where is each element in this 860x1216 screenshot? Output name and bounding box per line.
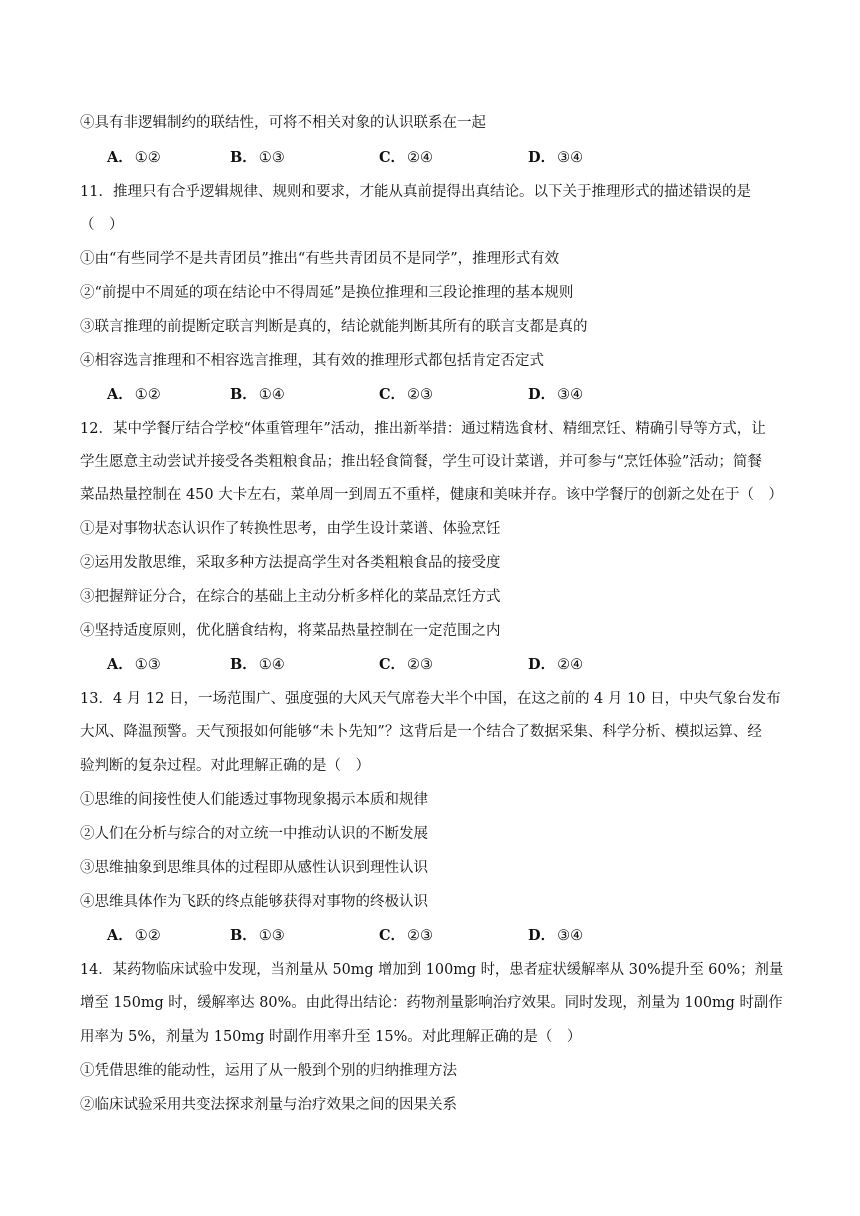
q13-options-row — [107, 924, 667, 946]
q14-statement-1: ①凭借思维的能动性，运用了从一般到个别的归纳推理方法 — [80, 1063, 457, 1079]
q11-stem-line-1: 11．推理只有合乎逻辑规律、规则和要求，才能从真前提得出真结论。以下关于推理形式的描述错误的是 — [80, 184, 751, 200]
option-c[interactable]: C． ②③ — [379, 386, 434, 403]
q13-statement-4: ④思维具体作为飞跃的终点能够获得对事物的终极认识 — [80, 894, 428, 910]
option-d[interactable]: D． ②④ — [528, 656, 584, 673]
q13-statement-1: ①思维的间接性使人们能透过事物现象揭示本质和规律 — [80, 792, 428, 808]
option-b[interactable]: B． ①③ — [230, 149, 285, 166]
q12-statement-1: ①是对事物状态认识作了转换性思考，由学生设计菜谱、体验烹饪 — [80, 521, 501, 537]
prev-statement-4: ④具有非逻辑制约的联结性，可将不相关对象的认识联系在一起 — [80, 115, 486, 131]
option-c[interactable]: C． ②③ — [379, 927, 434, 944]
option-a[interactable]: A． ①② — [107, 386, 161, 403]
q14-stem-line-1: 14．某药物临床试验中发现，当剂量从 50mg 增加到 100mg 时，患者症状缓解率从 30%提升至 60%；剂量 — [80, 962, 784, 978]
option-a[interactable]: A． ①② — [107, 149, 161, 166]
q14-statement-2: ②临床试验采用共变法探求剂量与治疗效果之间的因果关系 — [80, 1097, 457, 1113]
option-b[interactable]: B． ①③ — [230, 927, 285, 944]
q11-stem-line-2: （ ） — [80, 217, 124, 233]
q11-statement-3: ③联言推理的前提断定联言判断是真的，结论就能判断其所有的联言支都是真的 — [80, 319, 588, 335]
q13-statement-2: ②人们在分析与综合的对立统一中推动认识的不断发展 — [80, 826, 428, 842]
q11-statement-1: ①由“有些同学不是共青团员”推出“有些共青团员不是同学”，推理形式有效 — [80, 251, 560, 267]
option-b[interactable]: B． ①④ — [230, 386, 285, 403]
option-a[interactable]: A． ①② — [107, 927, 161, 944]
q12-statement-2: ②运用发散思维，采取多种方法提高学生对各类粗粮食品的接受度 — [80, 555, 501, 571]
q11-options-row — [107, 383, 667, 405]
q11-statement-4: ④相容选言推理和不相容选言推理，其有效的推理形式都包括肯定否定式 — [80, 353, 544, 369]
q13-stem-line-1: 13．4 月 12 日，一场范围广、强度强的大风天气席卷大半个中国，在这之前的 4 月 10 日，中央气象台发布 — [80, 691, 781, 707]
q12-options-row — [107, 653, 667, 675]
q11-statement-2: ②“前提中不周延的项在结论中不得周延”是换位推理和三段论推理的基本规则 — [80, 285, 574, 301]
q14-stem-line-2: 增至 150mg 时，缓解率达 80%。由此得出结论：药物剂量影响治疗效果。同时发现，剂量为 100mg 时副作 — [80, 995, 783, 1011]
option-c[interactable]: C． ②④ — [379, 149, 434, 166]
option-b[interactable]: B． ①④ — [230, 656, 285, 673]
option-d[interactable]: D． ③④ — [528, 386, 584, 403]
q12-stem-line-1: 12．某中学餐厅结合学校“体重管理年”活动，推出新举措：通过精选食材、精细烹饪、精确引导等方式，让 — [80, 421, 766, 437]
option-d[interactable]: D． ③④ — [528, 149, 584, 166]
q12-statement-4: ④坚持适度原则，优化膳食结构，将菜品热量控制在一定范围之内 — [80, 623, 501, 639]
option-d[interactable]: D． ③④ — [528, 927, 584, 944]
option-c[interactable]: C． ②③ — [379, 656, 434, 673]
q14-stem-line-3: 用率为 5%，剂量为 150mg 时副作用率升至 15%。对此理解正确的是（ ） — [80, 1029, 582, 1045]
q13-stem-line-3: 验判断的复杂过程。对此理解正确的是（ ） — [80, 758, 370, 774]
q13-stem-line-2: 大风、降温预警。天气预报如何能够“未卜先知”？这背后是一个结合了数据采集、科学分析、模拟运算、经 — [80, 724, 762, 740]
option-a[interactable]: A． ①③ — [107, 656, 161, 673]
q12-stem-line-3: 菜品热量控制在 450 大卡左右，菜单周一到周五不重样，健康和美味并存。该中学餐厅的创新之处在于（ ） — [80, 487, 783, 503]
q12-stem-line-2: 学生愿意主动尝试并接受各类粗粮食品；推出轻食简餐，学生可设计菜谱，并可参与“烹饪体验”活动；简餐 — [80, 454, 762, 470]
prev-options-row — [107, 146, 667, 168]
q13-statement-3: ③思维抽象到思维具体的过程即从感性认识到理性认识 — [80, 860, 428, 876]
q12-statement-3: ③把握辩证分合，在综合的基础上主动分析多样化的菜品烹饪方式 — [80, 589, 501, 605]
